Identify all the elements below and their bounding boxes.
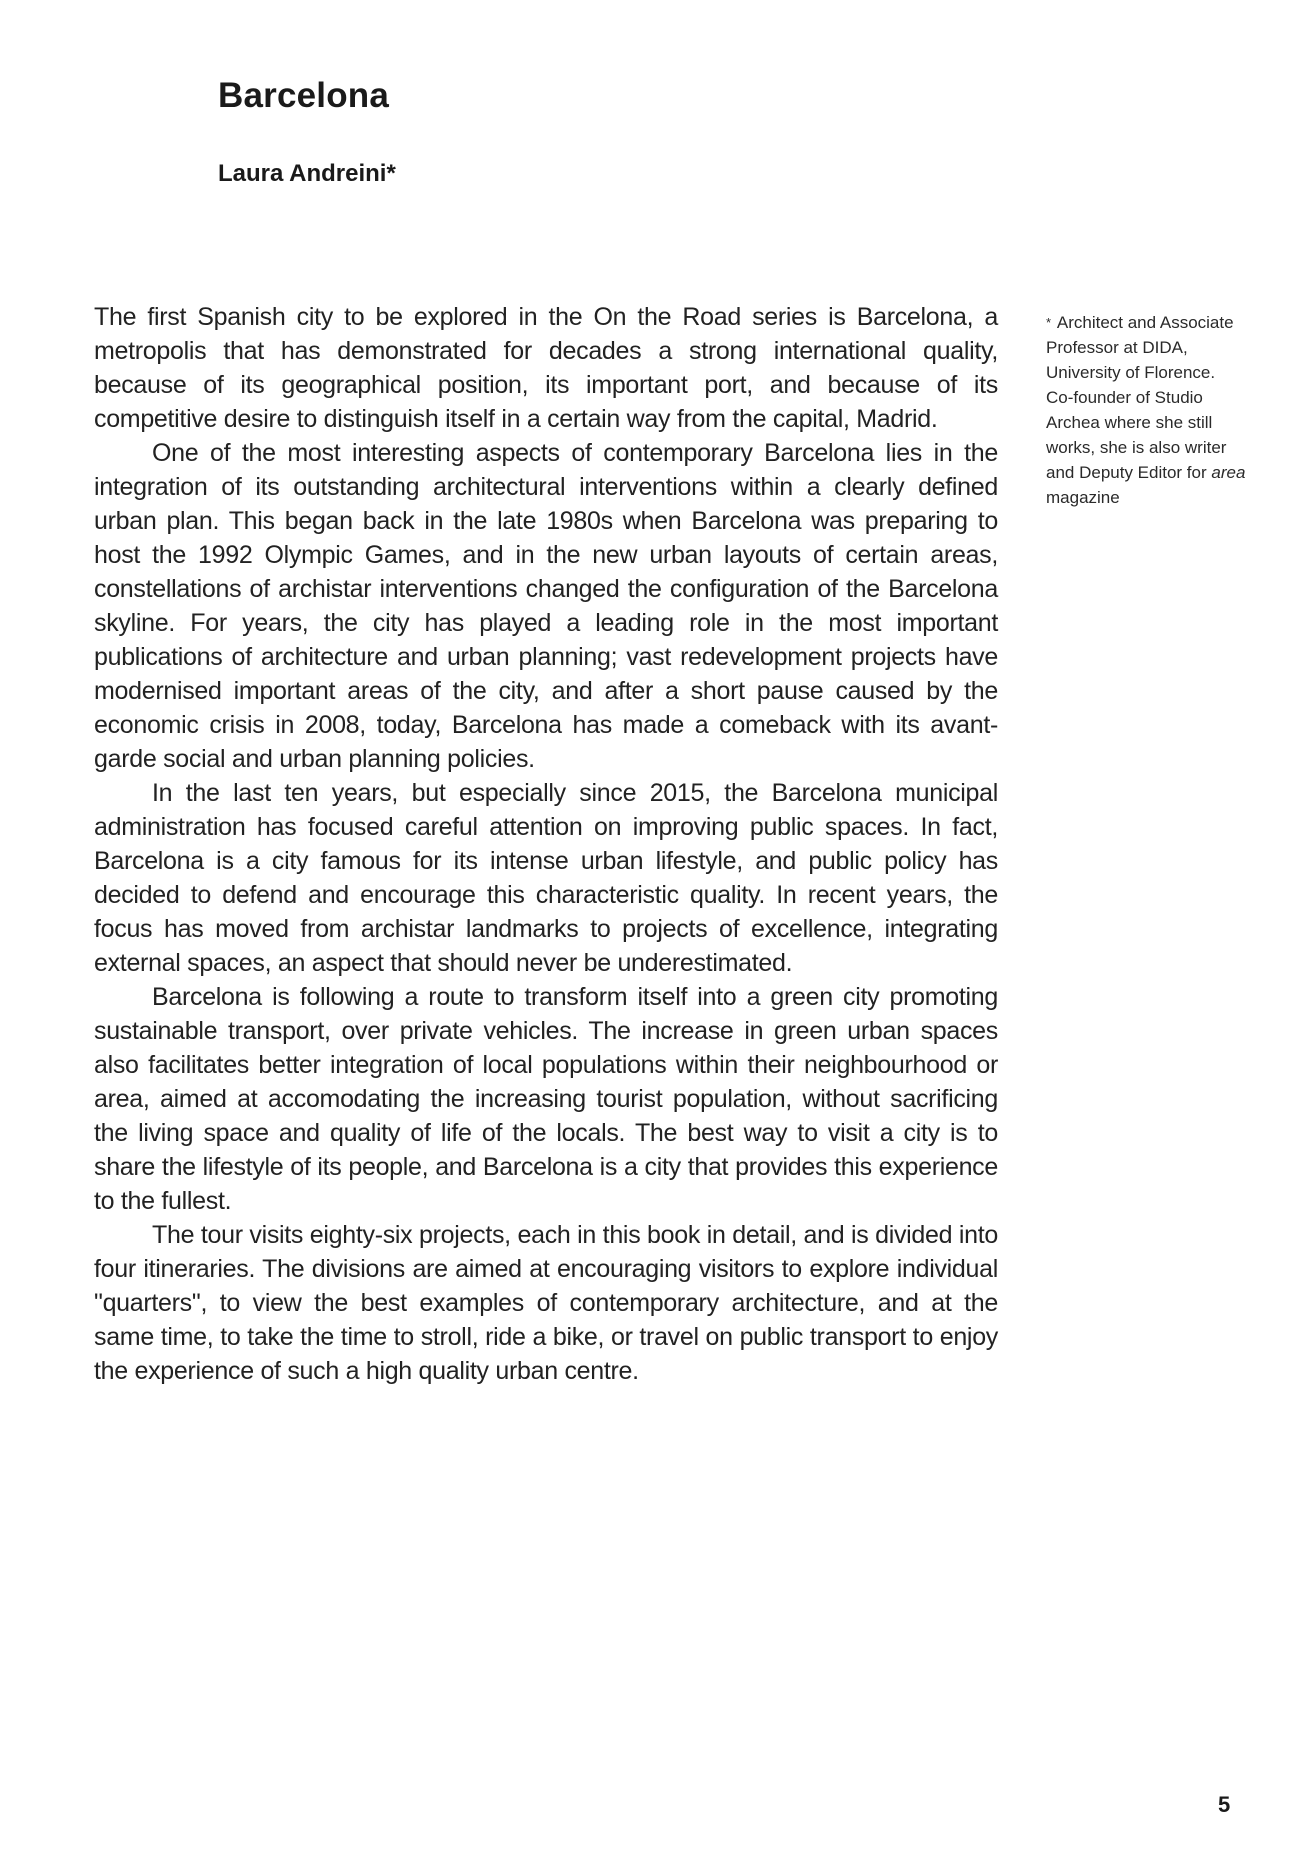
footnote-text: Architect and Associate Professor at DIDA, University of Florence. Co-founder of Studio Archea where she still works, she is also writer and Deputy Editor for bbox=[1046, 313, 1234, 482]
paragraph-4: Barcelona is following a route to transform itself into a green city promoting sustainable transport, over private vehicles. The increase in green urban spaces also facilitates better integration of local populations within their neighbourhood or area, aimed at accomodating the increasing tourist population, without sacrificing the living space and quality of life of the locals. The best way to visit a city is to share the lifestyle of its people, and Barcelona is a city that provides this experience to the fullest. bbox=[94, 983, 998, 1215]
paragraph-5: The tour visits eighty-six projects, each in this book in detail, and is divided into four itineraries. The divisions are aimed at encouraging visitors to explore individual "quarters", to view the best examples of contemporary architecture, and at the same time, to take the time to stroll, ride a bike, or travel on public transport to enjoy the experience of such a high quality urban centre. bbox=[94, 1221, 998, 1385]
page-number: 5 bbox=[1218, 1792, 1231, 1817]
article-body bbox=[94, 300, 998, 1388]
author-footnote bbox=[1046, 310, 1246, 510]
page-title: Barcelona bbox=[218, 76, 390, 115]
footnote-text-end: magazine bbox=[1046, 488, 1120, 507]
footnote-marker: * bbox=[1046, 315, 1052, 330]
paragraph-3: In the last ten years, but especially since 2015, the Barcelona municipal administration has focused careful attention on improving public spaces. In fact, Barcelona is a city famous for its intense urban lifestyle, and public policy has decided to defend and encourage this characteristic quality. In recent years, the focus has moved from archistar landmarks to projects of excellence, integrating external spaces, an aspect that should never be underestimated. bbox=[94, 779, 998, 977]
paragraph-2: One of the most interesting aspects of contemporary Barcelona lies in the integration of its outstanding architectural interventions within a clearly defined urban plan. This began back in the late 1980s when Barcelona was preparing to host the 1992 Olympic Games, and in the new urban layouts of certain areas, constellations of archistar interventions changed the configuration of the Barcelona skyline. For years, the city has played a leading role in the most important publications of architecture and urban planning; vast redevelopment projects have modernised important areas of the city, and after a short pause caused by the economic crisis in 2008, today, Barcelona has made a comeback with its avant-garde social and urban planning policies. bbox=[94, 439, 998, 773]
author-name: Laura Andreini* bbox=[218, 160, 396, 187]
paragraph-1: The first Spanish city to be explored in the On the Road series is Barcelona, a metropolis that has demonstrated for decades a strong international quality, because of its geographical position, its important port, and because of its competitive desire to distinguish itself in a certain way from the capital, Madrid. bbox=[94, 303, 998, 433]
footnote-magazine-name: area bbox=[1211, 463, 1246, 482]
